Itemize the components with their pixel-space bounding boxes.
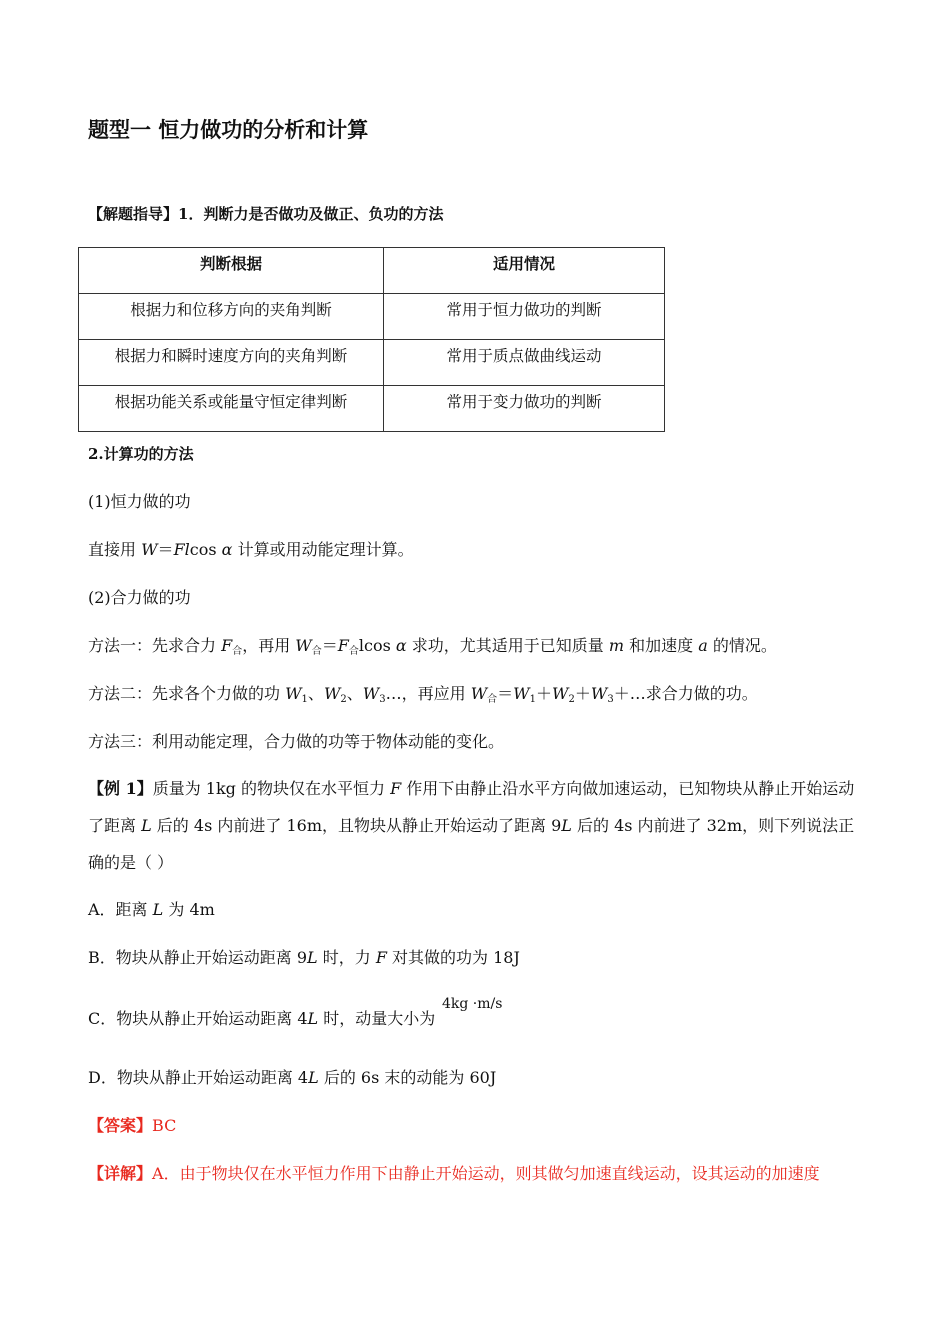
table-header-cell: 判断根据 bbox=[79, 248, 384, 294]
table-row bbox=[79, 340, 665, 386]
table-header-cell: 适用情况 bbox=[384, 248, 665, 294]
option-a: A．距离 L 为 4m bbox=[88, 900, 215, 919]
table-cell: 根据功能关系或能量守恒定律判断 bbox=[79, 386, 384, 432]
section2-title: 2.计算功的方法 bbox=[88, 445, 194, 463]
table-cell: 常用于变力做功的判断 bbox=[384, 386, 665, 432]
detail-line: 【详解】A．由于物块仅在水平恒力作用下由静止开始运动，则其做匀加速直线运动，设其运动的加速度 bbox=[88, 1164, 820, 1183]
table-cell: 根据力和位移方向的夹角判断 bbox=[79, 294, 384, 340]
item2-title: (2)合力做的功 bbox=[88, 588, 191, 607]
table-cell: 常用于恒力做功的判断 bbox=[384, 294, 665, 340]
item1-text: 直接用 W＝Flcos α 计算或用动能定理计算。 bbox=[88, 540, 414, 559]
judgment-table bbox=[78, 247, 665, 432]
table-row bbox=[79, 294, 665, 340]
table-cell: 根据力和瞬时速度方向的夹角判断 bbox=[79, 340, 384, 386]
table-row bbox=[79, 386, 665, 432]
method-one: 方法一：先求合力 $F_合$，再用 $W_合=F_合lcos$ α 求功，尤其适用于已知质量 m 和加速度 a 的情况。 bbox=[88, 636, 777, 657]
example-question: 【例 1】质量为 1kg 的物块仅在水平恒力 F 作用下由静止沿水平方向做加速运动，已知物块从静止开始运动了距离 L 后的 4s 内前进了 16m，且物块从静止开始运动了距离 9L 后的 4s 内前进了 32m，则下列说法正确的是（ ） bbox=[88, 779, 855, 872]
item1-title: (1)恒力做的功 bbox=[88, 492, 191, 511]
table-header-row bbox=[79, 248, 665, 294]
option-c: C．物块从静止开始运动距离 4L 时，动量大小为 bbox=[88, 1009, 436, 1028]
momentum-formula: 4kg ·m/s bbox=[442, 996, 503, 1012]
option-b: B．物块从静止开始运动距离 9L 时，力 F 对其做的功为 18J bbox=[88, 948, 520, 967]
answer-line: 【答案】BC bbox=[88, 1116, 177, 1135]
method-three: 方法三：利用动能定理，合力做的功等于物体动能的变化。 bbox=[88, 732, 505, 751]
method-two: 方法二：先求各个力做的功 $W_1$、$W_2$、$W_3\dots$，再应用 $W_合=W_1+W_2+W_3+\dots$求合力做的功。 bbox=[88, 684, 758, 705]
guide-title: 【解题指导】1．判断力是否做功及做正、负功的方法 bbox=[88, 205, 444, 223]
table-cell: 常用于质点做曲线运动 bbox=[384, 340, 665, 386]
section-heading: 题型一 恒力做功的分析和计算 bbox=[88, 117, 369, 142]
option-d: D．物块从静止开始运动距离 4L 后的 6s 末的动能为 60J bbox=[88, 1068, 497, 1087]
